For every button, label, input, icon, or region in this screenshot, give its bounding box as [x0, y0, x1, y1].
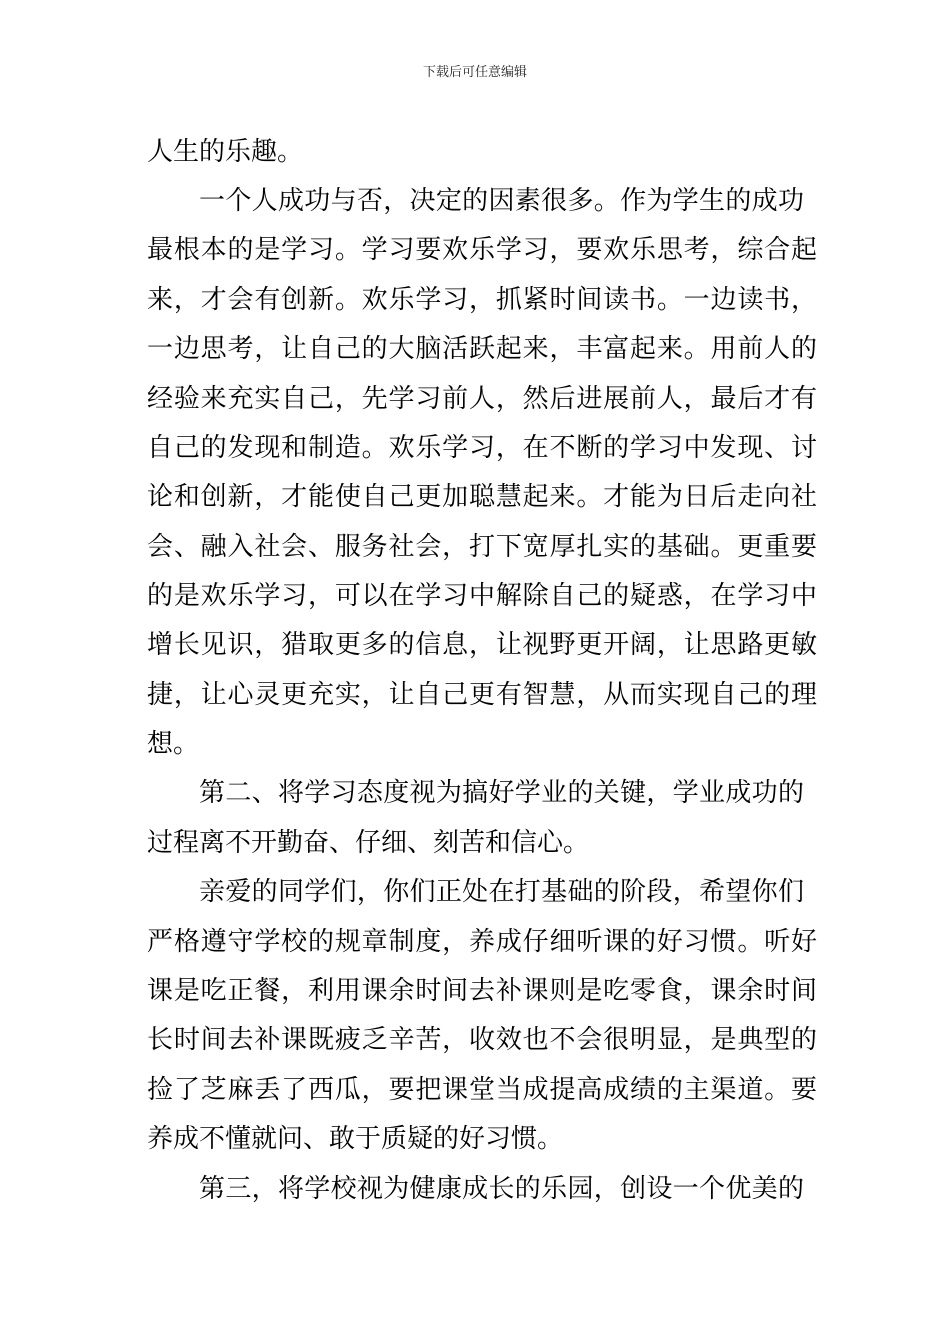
text-line: 自己的发现和制造。欢乐学习，在不断的学习中发现、讨	[147, 433, 817, 463]
text-line: 经验来充实自己，先学习前人，然后进展前人，最后才有	[147, 384, 817, 414]
text-line: 人生的乐趣。	[147, 137, 304, 167]
text-line: 一个人成功与否，决定的因素很多。作为学生的成功	[199, 186, 804, 216]
page-header: 下载后可任意编辑	[422, 65, 527, 80]
text-line: 捷，让心灵更充实，让自己更有智慧，从而实现自己的理	[147, 680, 817, 710]
text-line: 论和创新，才能使自己更加聪慧起来。才能为日后走向社	[147, 482, 817, 512]
text-line: 会、融入社会、服务社会，打下宽厚扎实的基础。更重要	[147, 532, 817, 562]
text-line: 亲爱的同学们，你们正处在打基础的阶段，希望你们	[199, 877, 804, 907]
text-line: 长时间去补课既疲乏辛苦，收效也不会很明显，是典型的	[147, 1025, 817, 1055]
text-line: 最根本的是学习。学习要欢乐学习，要欢乐思考，综合起	[147, 235, 817, 265]
text-line: 课是吃正餐，利用课余时间去补课则是吃零食，课余时间	[147, 976, 817, 1006]
text-line: 第二、将学习态度视为搞好学业的关键，学业成功的	[199, 778, 804, 808]
text-line: 想。	[147, 729, 200, 759]
text-line: 一边思考，让自己的大脑活跃起来，丰富起来。用前人的	[147, 334, 817, 364]
text-line: 严格遵守学校的规章制度，养成仔细听课的好习惯。听好	[147, 927, 817, 957]
text-line: 捡了芝麻丢了西瓜，要把课堂当成提高成绩的主渠道。要	[147, 1075, 817, 1105]
text-line: 第三，将学校视为健康成长的乐园，创设一个优美的	[199, 1174, 804, 1204]
text-line: 养成不懂就问、敢于质疑的好习惯。	[147, 1124, 564, 1154]
text-line: 过程离不开勤奋、仔细、刻苦和信心。	[147, 828, 590, 858]
text-line: 来，才会有创新。欢乐学习，抓紧时间读书。一边读书，	[147, 285, 817, 315]
text-line: 的是欢乐学习，可以在学习中解除自己的疑惑，在学习中	[147, 581, 817, 611]
text-line: 增长见识，猎取更多的信息，让视野更开阔，让思路更敏	[147, 630, 817, 660]
